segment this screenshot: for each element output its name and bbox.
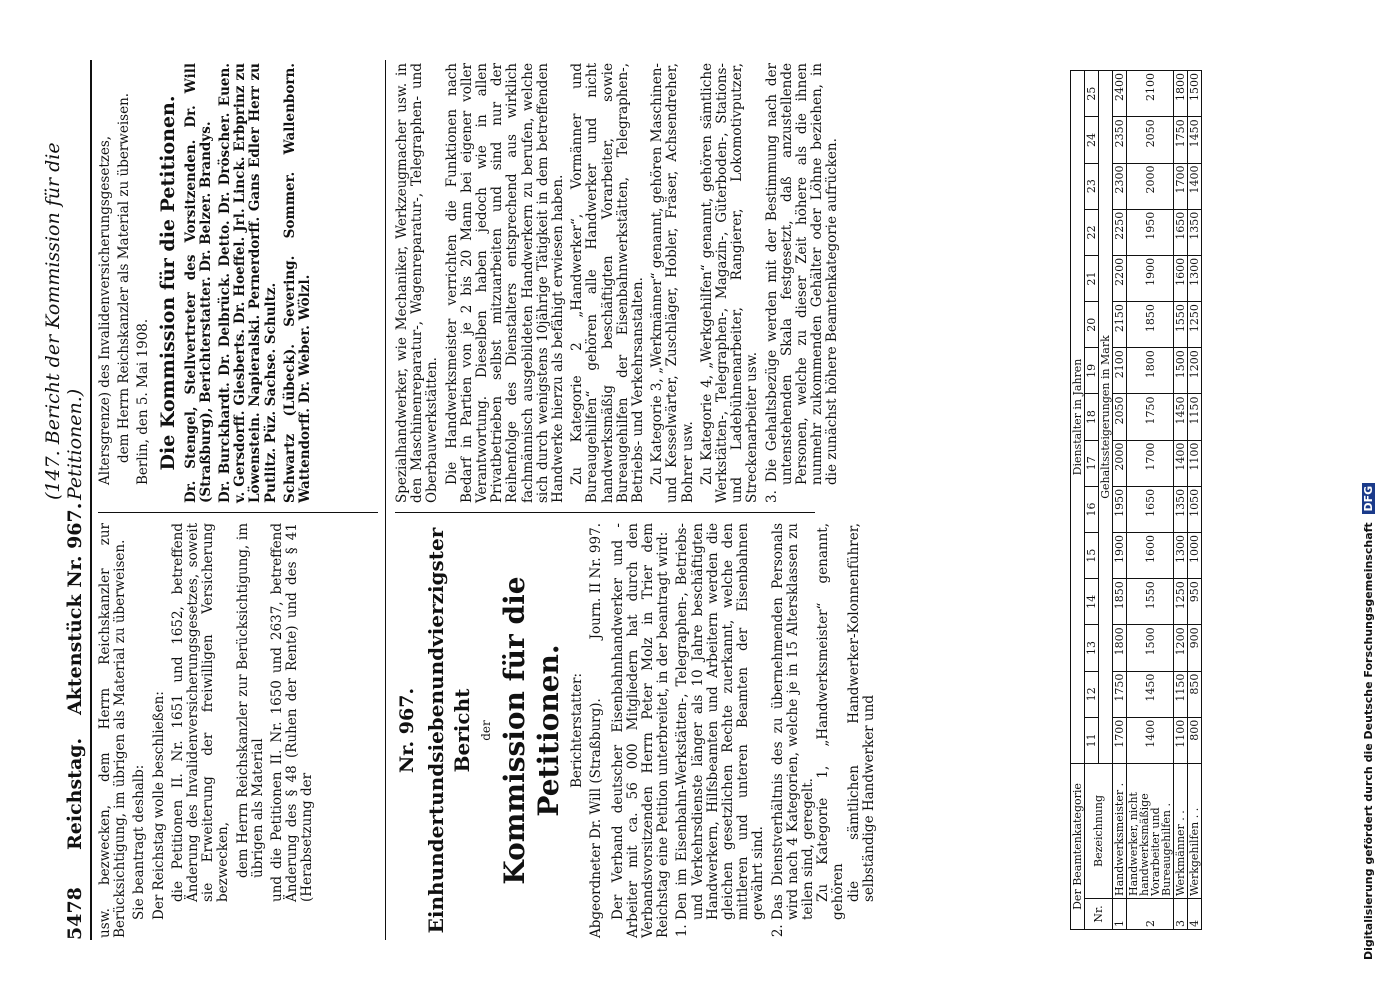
salary-cell: 1900 bbox=[1127, 255, 1174, 301]
report-title: Einhundertundsiebenundvierzigster Bericht bbox=[424, 527, 474, 934]
table-header-dienstalter: Dienstalter in Jahren bbox=[1071, 71, 1085, 764]
row-number: 3 bbox=[1174, 898, 1188, 929]
salary-table bbox=[1070, 70, 1202, 930]
salary-cell: 1200 bbox=[1174, 625, 1188, 671]
table-body bbox=[1113, 71, 1202, 930]
paragraph: die Petitionen II. Nr. 1651 und 1652, betreffend Änderung des Invalidenversicherungsgesetzes, soweit sie Erweiterung der freiwilligen Versicherung bezwecken, bbox=[169, 523, 232, 902]
salary-cell: 1500 bbox=[1174, 348, 1188, 394]
paragraph: 3. Die Gehaltsbezüge werden mit der Bestimmung nach der untenstehenden Skala festgesetzt, daß anzustellende Personen, welche zu dieser Zeit höhere als die ihnen nunmehr zukommenden Gehälter oder Löhne beziehen, in die zunächst höhere Beamtenkategorie aufrücken. bbox=[763, 62, 841, 503]
salary-cell: 1800 bbox=[1127, 348, 1174, 394]
list-item bbox=[771, 523, 877, 920]
salary-cell: 1550 bbox=[1127, 579, 1174, 625]
salary-cell: 2250 bbox=[1113, 209, 1127, 255]
digitization-credit bbox=[1362, 483, 1375, 960]
table-row bbox=[1113, 71, 1127, 930]
salary-cell: 1900 bbox=[1113, 533, 1127, 579]
salary-cell: 1500 bbox=[1188, 71, 1202, 117]
header-reichstag: Reichstag. bbox=[64, 737, 86, 850]
year-header: 24 bbox=[1085, 117, 1099, 163]
report-number: Nr. 967. bbox=[396, 687, 418, 774]
row-label: Handwerksmeister . bbox=[1113, 763, 1127, 898]
row-label: Handwerker, nicht handwerksmäßige Vorarbeiter und Bureaugehilfen . bbox=[1127, 763, 1174, 898]
salary-cell: 950 bbox=[1188, 579, 1202, 625]
paragraph: Spezialhandwerker, wie Mechaniker, Werkzeugmacher usw. in den Maschinenreparatur-, Wagenreparatur-, Telegraphen- und Oberbauwerkstätten. bbox=[394, 63, 441, 503]
salary-cell: 1950 bbox=[1113, 486, 1127, 532]
salary-cell: 1150 bbox=[1174, 671, 1188, 717]
salary-cell: 1300 bbox=[1174, 533, 1188, 579]
salary-cell: 1650 bbox=[1127, 486, 1174, 532]
salary-cell: 2100 bbox=[1113, 348, 1127, 394]
dfg-logo: DFG bbox=[1362, 483, 1375, 515]
salary-cell: 1100 bbox=[1174, 717, 1188, 763]
paragraph: Die Handwerksmeister verrichten die Funktionen nach Bedarf in Partien von je 2 bis 20 Mann bei eigener voller Verantwortung. Dieselben haben jedoch wie in allen Privatbetrieben selbst mitzuarbeiten und sind nur der Reihenfolge des Dienstalters entsprechend aus wirklich fachmännisch ausgebildeten Handwerkern zu berufen, welche sich durch wenigstens 10jährige Tätigkeit in dem betreffenden Handwerke hierzu als befähigt erwiesen haben. bbox=[443, 63, 567, 503]
salary-cell: 1600 bbox=[1127, 533, 1174, 579]
row-number: 2 bbox=[1127, 898, 1174, 929]
members: Dr. Burckhardt. Dr. Delbrück. Detto. Dr. Dröscher. Euen. v. Gersdorff. Giesberts. Dr. Hoeffel. Jrl. Linck. Erbprinz zu Löwenstein. Napieralski. Pernerdorff. Gans Edler Herr zu Putlitz. Püz. Sachse. Schultz. bbox=[217, 63, 279, 503]
paragraph: dem Herrn Reichskanzler zur Berücksichtigung, im übrigen als Material bbox=[234, 523, 266, 878]
committee-title: Die Kommission für die Petitionen. bbox=[156, 95, 179, 471]
date: Berlin, den 5. Mai 1908. bbox=[135, 318, 152, 485]
paragraph-text: Die Gehaltsbezüge werden mit der Bestimmung nach der untenstehenden Skala festgesetzt, daß anzustellende Personen, welche zu dieser Zeit höhere als die ihnen nunmehr zukommenden Gehälter oder Löhne beziehen, in die zunächst höhere Beamtenkategorie aufrücken. bbox=[763, 62, 841, 485]
table-row bbox=[1188, 71, 1202, 930]
year-header: 12 bbox=[1085, 671, 1099, 717]
paragraph: dem Herrn Reichskanzler als Material zu überweisen. bbox=[116, 92, 133, 463]
intro-paragraph: Der Verband deutscher Eisenbahnhandwerker und -Arbeiter mit ca. 56 000 Mitgliedern hat durch den Verbandsvorsitzenden Herrn Peter Molz in Trier dem Reichstag eine Petition unterbreitet, in der beantragt wird: bbox=[609, 523, 672, 938]
salary-cell: 2100 bbox=[1127, 71, 1174, 117]
salary-cell: 1600 bbox=[1174, 255, 1188, 301]
salary-cell: 2400 bbox=[1113, 71, 1127, 117]
salary-cell: 1200 bbox=[1188, 348, 1202, 394]
paragraph: Sie beantragt deshalb: bbox=[131, 764, 148, 920]
salary-cell: 2000 bbox=[1113, 440, 1127, 486]
table-header-nr: Nr. bbox=[1085, 898, 1113, 929]
salary-cell: 1400 bbox=[1127, 717, 1174, 763]
salary-cell: 2350 bbox=[1113, 117, 1127, 163]
year-header: 22 bbox=[1085, 209, 1099, 255]
year-header: 17 bbox=[1085, 440, 1099, 486]
paragraph: Zu Kategorie 2 „Handwerker“, Vormänner und Bureaugehilfen“ gehören alle Handwerker und nicht handwerksmäßig beschäftigten Vorarbeiter, sowie Bureaugehilfen der Eisenbahnwerkstätten, Telegraphen-, Betriebs- und Verkehrsanstalten. bbox=[569, 63, 647, 503]
salary-cell: 2050 bbox=[1113, 394, 1127, 440]
list-text: Zu Kategorie 1, „Handwerksmeister“ genannt, gehören bbox=[815, 523, 847, 920]
salary-cell: 1050 bbox=[1188, 486, 1202, 532]
table-header-gehalt: Gehaltssteigerungen in Mark bbox=[1099, 71, 1113, 764]
salary-cell: 1800 bbox=[1174, 71, 1188, 117]
salary-cell: 1700 bbox=[1127, 440, 1174, 486]
top-left-column bbox=[98, 523, 320, 938]
salary-cell: 1850 bbox=[1113, 579, 1127, 625]
report-committee: Kommission für die Petitionen. bbox=[498, 576, 566, 885]
top-right-column bbox=[98, 63, 317, 503]
year-header: 15 bbox=[1085, 533, 1099, 579]
salary-cell: 1950 bbox=[1127, 209, 1174, 255]
members: Schwartz (Lübeck). Severing. Sommer. Wallenborn. Wattendorff. Dr. Weber. Wölzl. bbox=[281, 63, 314, 503]
running-header bbox=[42, 60, 92, 940]
salary-cell: 1500 bbox=[1127, 625, 1174, 671]
list-item: 1. Den im Eisenbahn-Werkstätten-, Telegraphen-, Betriebs- und Verkehrsdienste länger als 10 Jahre beschäftigten Handwerkern, Hilfsbeamten und Arbeitern werden die gleichen gesetzlichen Rechte zuerkannt, welche den mittleren und unteren Beamten der Eisenbahnen gewährt sind. bbox=[675, 523, 766, 920]
salary-cell: 1750 bbox=[1174, 117, 1188, 163]
berichterstatter-label: Berichterstatter: bbox=[569, 672, 586, 789]
row-number: 1 bbox=[1113, 898, 1127, 929]
report-der: der bbox=[479, 720, 493, 741]
salary-cell: 1750 bbox=[1113, 671, 1127, 717]
salary-cell: 1150 bbox=[1188, 394, 1202, 440]
section-divider bbox=[385, 60, 386, 940]
salary-table-wrap bbox=[1070, 70, 1202, 930]
salary-cell: 2150 bbox=[1113, 302, 1127, 348]
paragraph: Zu Kategorie 3, „Werkmänner“ genannt, gehören Maschinen- und Kesselwärter, Zuschläger, Hobler, Fräser, Achsendreher, Bohrer usw. bbox=[649, 63, 696, 503]
salary-cell: 1400 bbox=[1188, 163, 1202, 209]
table-row bbox=[1127, 71, 1174, 930]
salary-cell: 1700 bbox=[1174, 163, 1188, 209]
salary-cell: 850 bbox=[1188, 671, 1202, 717]
paragraph: Altersgrenze) des Invalidenversicherungsgesetzes, bbox=[97, 135, 113, 485]
salary-cell: 1450 bbox=[1188, 117, 1202, 163]
salary-cell: 1750 bbox=[1127, 394, 1174, 440]
report-column bbox=[395, 523, 881, 938]
report-right-column bbox=[395, 63, 845, 503]
table-header-bezeichnung: Bezeichnung bbox=[1085, 763, 1113, 898]
salary-cell: 1450 bbox=[1174, 394, 1188, 440]
salary-cell: 1450 bbox=[1127, 671, 1174, 717]
page-number: 5478 bbox=[64, 887, 86, 940]
year-header: 16 bbox=[1085, 486, 1099, 532]
year-header: 11 bbox=[1085, 717, 1099, 763]
salary-cell: 1700 bbox=[1113, 717, 1127, 763]
year-header: 21 bbox=[1085, 255, 1099, 301]
salary-cell: 1350 bbox=[1188, 209, 1202, 255]
salary-cell: 2050 bbox=[1127, 117, 1174, 163]
salary-cell: 1250 bbox=[1174, 579, 1188, 625]
salary-cell: 2000 bbox=[1127, 163, 1174, 209]
paragraph: Zu Kategorie 4, „Werkgehilfen“ genannt, gehören sämtliche Werkstätten-, Telegraphen-, Magazin-, Güterboden-, Stations- und Ladebühnenarbeiter, Rangierer, Lokomotivputzer, Streckenarbeiter usw. bbox=[698, 63, 761, 503]
salary-cell: 1000 bbox=[1188, 533, 1202, 579]
journal-number: Journ. II Nr. 997. bbox=[588, 523, 605, 640]
salary-cell: 1800 bbox=[1113, 625, 1127, 671]
salary-cell: 1250 bbox=[1188, 302, 1202, 348]
column-divider bbox=[395, 512, 815, 513]
year-header: 20 bbox=[1085, 302, 1099, 348]
header-doc-number: Aktenstück Nr. 967. bbox=[64, 502, 86, 715]
paragraph: Der Reichstag wolle beschließen: bbox=[150, 691, 167, 920]
year-header: 14 bbox=[1085, 579, 1099, 625]
table-row bbox=[1174, 71, 1188, 930]
members: Dr. Stengel, Stellvertreter des Vorsitzenden. Dr. Will (Straßburg), Berichterstatter. Dr. Belzer. Brandys. bbox=[182, 63, 214, 503]
salary-cell: 1850 bbox=[1127, 302, 1174, 348]
row-label: Werkmänner . . bbox=[1174, 763, 1188, 898]
salary-cell: 900 bbox=[1188, 625, 1202, 671]
table-header-category: Der Beamtenkategorie bbox=[1071, 763, 1085, 929]
salary-cell: 800 bbox=[1188, 717, 1202, 763]
salary-cell: 1350 bbox=[1174, 486, 1188, 532]
salary-cell: 2300 bbox=[1113, 163, 1127, 209]
row-label: Werkgehilfen . . bbox=[1188, 763, 1202, 898]
column-divider bbox=[98, 512, 378, 513]
salary-cell: 1100 bbox=[1188, 440, 1202, 486]
salary-cell: 1650 bbox=[1174, 209, 1188, 255]
salary-cell: 1300 bbox=[1188, 255, 1202, 301]
year-header: 25 bbox=[1085, 71, 1099, 117]
paragraph: usw. bezwecken, dem Herrn Reichskanzler zur Berücksichtigung, im übrigen als Material zu überweisen. bbox=[97, 523, 129, 938]
year-header: 13 bbox=[1085, 625, 1099, 671]
year-header: 23 bbox=[1085, 163, 1099, 209]
credit-text: Digitalisierung gefördert durch die Deutsche Forschungsgemeinschaft bbox=[1362, 522, 1375, 960]
salary-cell: 1400 bbox=[1174, 440, 1188, 486]
year-header: 18 bbox=[1085, 394, 1099, 440]
list-text: Das Dienstverhältnis des zu übernehmenden Personals wird nach 4 Kategorien, welche je in 15 Altersklassen zu teilen sind, geregelt. bbox=[769, 523, 817, 920]
year-header: 19 bbox=[1085, 348, 1099, 394]
salary-cell: 2200 bbox=[1113, 255, 1127, 301]
row-number: 4 bbox=[1188, 898, 1202, 929]
header-title: (147. Bericht der Kommission für die Petitionen.) bbox=[42, 142, 86, 500]
salary-cell: 1550 bbox=[1174, 302, 1188, 348]
berichterstatter: Abgeordneter Dr. Will (Straßburg). bbox=[588, 698, 605, 938]
paragraph: und die Petitionen II. Nr. 1650 und 2637, betreffend Änderung des § 48 (Ruhen der Rente) und des § 41 (Herabsetzung der bbox=[269, 523, 316, 902]
list-text: die sämtlichen Handwerker-Kolonnenführer, selbständige Handwerker und bbox=[845, 523, 877, 902]
